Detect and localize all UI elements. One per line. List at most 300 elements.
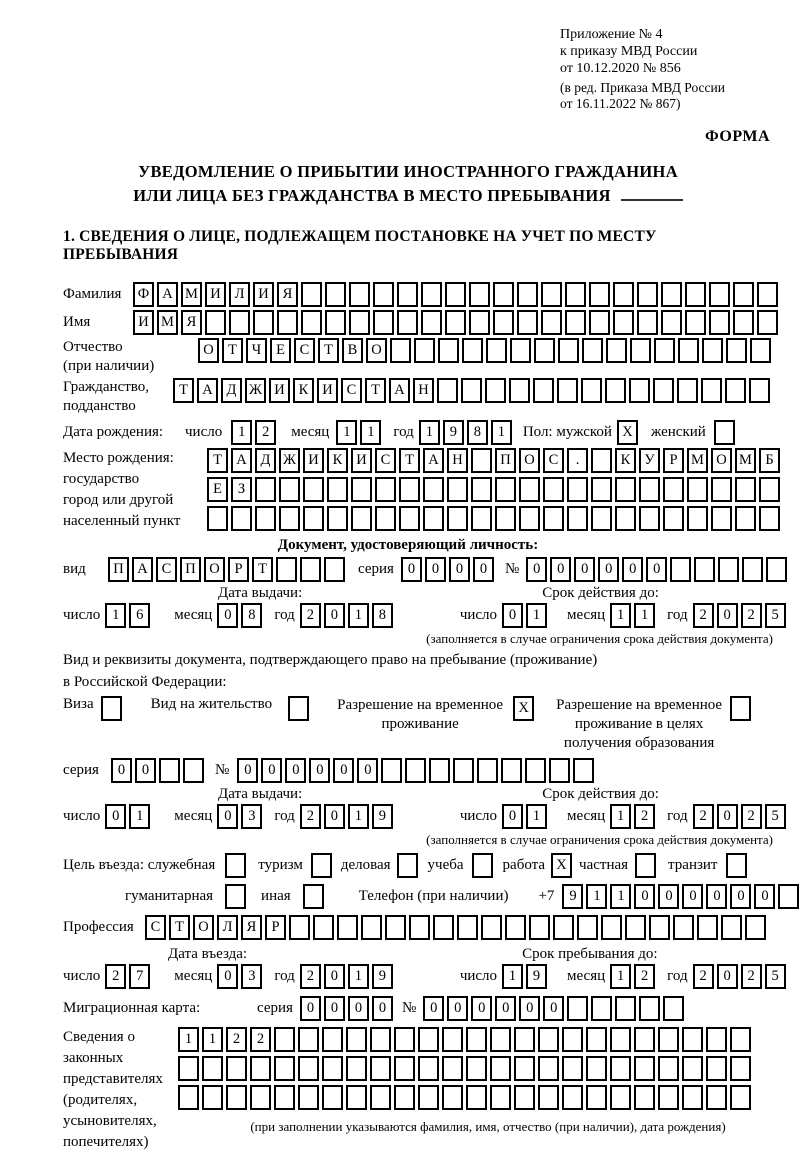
form-cell-empty xyxy=(711,477,732,502)
form-cell-empty xyxy=(279,477,300,502)
form-cell-filled: 9 xyxy=(443,420,464,445)
form-cell-filled: 1 xyxy=(502,964,523,989)
form-cell-empty xyxy=(549,758,570,783)
form-cell-empty xyxy=(589,282,610,307)
form-cell-filled: 6 xyxy=(129,603,150,628)
form-cell-empty xyxy=(375,506,396,531)
form-cell-filled: П xyxy=(495,448,516,473)
form-cell-empty xyxy=(226,1056,247,1081)
form-cell-filled: Т xyxy=(318,338,339,363)
doc-series-label: серия xyxy=(358,561,394,577)
temp-permit-edu-item xyxy=(555,696,754,753)
representatives-label-line5: усыновителях, xyxy=(63,1113,157,1129)
doc-valid-date-group xyxy=(460,603,798,628)
form-cell-filled: 8 xyxy=(372,603,393,628)
form-cell-empty xyxy=(438,338,459,363)
form-cell-filled: Ж xyxy=(245,378,266,403)
form-cell-empty xyxy=(205,310,226,335)
form-cell-empty xyxy=(505,915,526,940)
form-cell-filled: С xyxy=(145,915,166,940)
form-cell-empty xyxy=(742,557,763,582)
birthplace-label-line2: государство xyxy=(63,471,140,487)
form-cell-filled: И xyxy=(317,378,338,403)
name-row xyxy=(63,310,772,335)
form-cell-filled: А xyxy=(132,557,153,582)
form-cell-empty xyxy=(423,506,444,531)
representatives-cell-rows xyxy=(178,1027,768,1134)
form-cell-empty xyxy=(300,557,321,582)
entry-month-cells xyxy=(217,964,265,989)
patronymic-cells xyxy=(198,338,774,363)
form-cell-empty xyxy=(661,282,682,307)
permit-issue-month-cells xyxy=(217,804,265,829)
month-label: месяц xyxy=(174,607,213,623)
form-cell-filled: 1 xyxy=(610,884,631,909)
form-cell-empty xyxy=(601,915,622,940)
form-cell-filled: 9 xyxy=(526,964,547,989)
form-cell-empty xyxy=(702,338,723,363)
form-cell-filled: 2 xyxy=(634,964,655,989)
form-cell-filled: 7 xyxy=(129,964,150,989)
form-cell-empty xyxy=(634,1056,655,1081)
form-cell-empty xyxy=(517,310,538,335)
form-cell-empty xyxy=(418,1056,439,1081)
form-cell-filled: М xyxy=(735,448,756,473)
form-cell-empty xyxy=(493,310,514,335)
doc-valid-year-cells xyxy=(693,603,789,628)
doc-issue-day-cells xyxy=(105,603,153,628)
form-cell-filled: 1 xyxy=(491,420,512,445)
form-cell-empty xyxy=(303,884,324,909)
form-cell-filled: 1 xyxy=(336,420,357,445)
form-cell-filled: 0 xyxy=(495,996,516,1021)
birthplace-cell-rows xyxy=(207,448,783,535)
form-cell-empty xyxy=(694,557,715,582)
form-cell-filled: 2 xyxy=(741,964,762,989)
form-cell-empty xyxy=(490,1027,511,1052)
permit-number-cells xyxy=(237,758,597,783)
doc-dates-header xyxy=(63,585,772,602)
form-cell-empty xyxy=(543,477,564,502)
form-cell-empty xyxy=(373,282,394,307)
form-cell-empty xyxy=(721,915,742,940)
doc-kind-row xyxy=(63,557,772,582)
form-cell-empty xyxy=(735,506,756,531)
form-cell-filled: Б xyxy=(759,448,780,473)
form-cell-filled: С xyxy=(375,448,396,473)
representatives-cells-2 xyxy=(178,1056,768,1081)
form-cell-filled: 0 xyxy=(717,804,738,829)
form-cell-filled: 9 xyxy=(372,964,393,989)
form-cell-filled: 0 xyxy=(730,884,751,909)
form-cell-empty xyxy=(385,915,406,940)
form-cell-empty xyxy=(581,378,602,403)
form-cell-filled: 3 xyxy=(241,804,262,829)
form-cell-empty xyxy=(423,477,444,502)
purpose-business-checkbox xyxy=(397,853,421,878)
form-cell-filled: 1 xyxy=(526,603,547,628)
form-cell-empty xyxy=(745,915,766,940)
form-cell-empty xyxy=(615,506,636,531)
form-cell-filled: 1 xyxy=(360,420,381,445)
profession-label: Профессия xyxy=(63,919,134,935)
form-cell-empty xyxy=(370,1085,391,1110)
form-cell-empty xyxy=(514,1085,535,1110)
form-cell-empty xyxy=(183,758,204,783)
form-cell-filled: Р xyxy=(663,448,684,473)
form-cell-empty xyxy=(250,1085,271,1110)
stay-until-label: Срок пребывания до: xyxy=(522,946,658,962)
permit-series-cells xyxy=(111,758,207,783)
form-cell-empty xyxy=(730,696,751,721)
form-cell-filled: У xyxy=(639,448,660,473)
form-cell-filled: 0 xyxy=(634,884,655,909)
form-cell-empty xyxy=(687,506,708,531)
form-cell-filled: 8 xyxy=(241,603,262,628)
form-cell-filled: 1 xyxy=(105,603,126,628)
form-cell-empty xyxy=(649,915,670,940)
form-cell-filled: В xyxy=(342,338,363,363)
form-cell-filled: О xyxy=(519,448,540,473)
form-cell-empty xyxy=(447,506,468,531)
permit-limited-note: (заполняется в случае ограничения срока действия документа) xyxy=(426,832,773,847)
form-cell-filled: 0 xyxy=(324,964,345,989)
form-cell-filled: Ч xyxy=(246,338,267,363)
residence-permit-item xyxy=(151,696,312,721)
business-label: деловая xyxy=(340,857,391,873)
name-cells xyxy=(133,310,781,335)
form-cell-filled: И xyxy=(253,282,274,307)
mig-number-cells xyxy=(423,996,687,1021)
stay-month-cells xyxy=(610,964,658,989)
patronymic-row xyxy=(63,338,772,376)
form-cell-empty xyxy=(639,477,660,502)
entry-date-label: Дата въезда: xyxy=(168,946,248,962)
form-cell-empty xyxy=(471,477,492,502)
temp-permit-item xyxy=(334,696,537,734)
form-cell-filled: 2 xyxy=(300,804,321,829)
entry-year-cells xyxy=(300,964,396,989)
form-cell-empty xyxy=(730,1027,751,1052)
form-cell-empty xyxy=(255,506,276,531)
purpose-label: Цель въезда: служебная xyxy=(63,857,216,873)
form-cell-empty xyxy=(678,338,699,363)
form-cell-empty xyxy=(634,1027,655,1052)
permit-number-label: № xyxy=(215,762,230,778)
form-cell-empty xyxy=(394,1056,415,1081)
form-cell-filled: Д xyxy=(255,448,276,473)
representatives-note: (при заполнении указываются фамилия, имя, отчество (при наличии), дата рождения) xyxy=(250,1119,726,1134)
form-cell-empty xyxy=(486,338,507,363)
form-cell-empty xyxy=(610,1027,631,1052)
form-cell-filled: 0 xyxy=(261,758,282,783)
form-cell-filled: 2 xyxy=(255,420,276,445)
form-cell-empty xyxy=(687,477,708,502)
month-label: месяц xyxy=(567,808,606,824)
month-label: месяц xyxy=(174,968,213,984)
form-cell-filled: 1 xyxy=(610,964,631,989)
form-cell-filled: 2 xyxy=(741,603,762,628)
form-cell-filled: А xyxy=(197,378,218,403)
form-cell-filled: 0 xyxy=(372,996,393,1021)
form-cell-empty xyxy=(726,853,747,878)
form-cell-filled: 0 xyxy=(285,758,306,783)
form-cell-empty xyxy=(276,557,297,582)
form-cell-filled: Д xyxy=(221,378,242,403)
form-cell-filled: Т xyxy=(169,915,190,940)
form-cell-empty xyxy=(481,915,502,940)
form-cell-empty xyxy=(207,506,228,531)
form-cell-empty xyxy=(610,1085,631,1110)
purpose-row-2 xyxy=(63,884,772,909)
form-cell-filled: Я xyxy=(181,310,202,335)
form-cell-empty xyxy=(495,506,516,531)
form-cell-empty xyxy=(565,310,586,335)
form-cell-empty xyxy=(529,915,550,940)
representatives-label-line4: (родителях, xyxy=(63,1092,138,1108)
representatives-cells-1 xyxy=(178,1027,768,1052)
form-cell-filled: X xyxy=(513,696,534,721)
form-cell-empty xyxy=(414,338,435,363)
form-cell-filled: И xyxy=(269,378,290,403)
other-label: иная xyxy=(261,888,291,904)
form-cell-empty xyxy=(370,1027,391,1052)
form-cell-filled: 0 xyxy=(105,804,126,829)
permit-series-row xyxy=(63,758,772,783)
form-cell-empty xyxy=(442,1056,463,1081)
form-cell-filled: 0 xyxy=(217,804,238,829)
form-cell-empty xyxy=(418,1085,439,1110)
form-cell-empty xyxy=(750,338,771,363)
form-cell-filled: И xyxy=(133,310,154,335)
birth-month-cells xyxy=(336,420,384,445)
form-cell-empty xyxy=(437,378,458,403)
form-cell-empty xyxy=(726,338,747,363)
form-cell-filled: Я xyxy=(277,282,298,307)
entry-day-cells xyxy=(105,964,153,989)
form-cell-empty xyxy=(610,1056,631,1081)
form-cell-empty xyxy=(322,1085,343,1110)
form-cell-empty xyxy=(682,1056,703,1081)
form-cell-empty xyxy=(606,338,627,363)
form-cell-empty xyxy=(543,506,564,531)
form-cell-empty xyxy=(433,915,454,940)
form-cell-empty xyxy=(591,996,612,1021)
doc-number-label: № xyxy=(504,561,520,577)
form-cell-empty xyxy=(635,853,656,878)
form-cell-empty xyxy=(361,915,382,940)
form-cell-empty xyxy=(447,477,468,502)
citizenship-label-line1: Гражданство, xyxy=(63,379,150,395)
form-cell-filled: 0 xyxy=(717,603,738,628)
form-cell-empty xyxy=(630,338,651,363)
form-cell-empty xyxy=(490,1056,511,1081)
stay-until-group xyxy=(460,964,798,989)
form-cell-filled: 1 xyxy=(231,420,252,445)
form-cell-filled: 1 xyxy=(348,603,369,628)
phone-label: Телефон (при наличии) xyxy=(358,888,509,904)
form-cell-filled: Н xyxy=(447,448,468,473)
form-cell-empty xyxy=(442,1085,463,1110)
form-cell-empty xyxy=(605,378,626,403)
form-cell-filled: М xyxy=(157,310,178,335)
form-cell-empty xyxy=(553,915,574,940)
form-cell-filled: Ф xyxy=(133,282,154,307)
form-cell-filled: 2 xyxy=(226,1027,247,1052)
form-cell-empty xyxy=(766,557,787,582)
form-cell-empty xyxy=(471,448,492,473)
form-cell-empty xyxy=(759,506,780,531)
form-cell-empty xyxy=(514,1056,535,1081)
form-cell-empty xyxy=(469,282,490,307)
representatives-label-line3: представителях xyxy=(63,1071,163,1087)
year-label: год xyxy=(667,808,688,824)
form-cell-empty xyxy=(322,1056,343,1081)
form-cell-filled: К xyxy=(327,448,348,473)
form-cell-empty xyxy=(629,378,650,403)
doc-valid-day-cells xyxy=(502,603,550,628)
day-label: число xyxy=(459,808,498,824)
form-cell-empty xyxy=(701,378,722,403)
form-cell-filled: З xyxy=(231,477,252,502)
permit-valid-year-cells xyxy=(693,804,789,829)
form-cell-filled: 0 xyxy=(425,557,446,582)
form-cell-filled: 2 xyxy=(634,804,655,829)
form-cell-empty xyxy=(557,378,578,403)
form-cell-empty xyxy=(298,1056,319,1081)
form-cell-empty xyxy=(301,310,322,335)
form-cell-filled: 1 xyxy=(586,884,607,909)
form-cell-empty xyxy=(711,506,732,531)
form-cell-empty xyxy=(637,282,658,307)
permit-valid-day-cells xyxy=(502,804,550,829)
form-cell-empty xyxy=(303,506,324,531)
permit-issue-date-label: Дата выдачи: xyxy=(218,786,303,802)
form-cell-empty xyxy=(663,506,684,531)
form-cell-empty xyxy=(654,338,675,363)
purpose-private-checkbox xyxy=(635,853,659,878)
form-cell-filled: 0 xyxy=(217,603,238,628)
form-cell-empty xyxy=(394,1085,415,1110)
form-cell-filled: А xyxy=(157,282,178,307)
form-cell-empty xyxy=(159,758,180,783)
form-cell-empty xyxy=(337,915,358,940)
citizenship-cells xyxy=(173,378,773,403)
form-cell-empty xyxy=(663,996,684,1021)
form-cell-filled: X xyxy=(617,420,638,445)
form-cell-empty xyxy=(591,448,612,473)
form-cell-empty xyxy=(303,477,324,502)
humanitarian-label: гуманитарная xyxy=(125,888,214,904)
form-cell-filled: 0 xyxy=(574,557,595,582)
form-cell-filled: 0 xyxy=(646,557,667,582)
form-cell-filled: 1 xyxy=(348,804,369,829)
form-cell-empty xyxy=(229,310,250,335)
form-cell-empty xyxy=(733,310,754,335)
regulation-line: к приказу МВД России xyxy=(560,44,698,59)
form-cell-empty xyxy=(471,506,492,531)
form-cell-empty xyxy=(615,477,636,502)
doc-dates-row xyxy=(63,603,779,628)
form-cell-filled: К xyxy=(615,448,636,473)
form-cell-empty xyxy=(445,282,466,307)
form-cell-empty xyxy=(279,506,300,531)
year-label: год xyxy=(667,968,688,984)
form-cell-filled: Л xyxy=(229,282,250,307)
form-cell-empty xyxy=(462,338,483,363)
year-label: год xyxy=(274,607,295,623)
form-cell-filled: С xyxy=(294,338,315,363)
permit-valid-month-cells xyxy=(610,804,658,829)
form-cell-empty xyxy=(373,310,394,335)
form-cell-empty xyxy=(589,310,610,335)
form-cell-filled: 0 xyxy=(217,964,238,989)
form-cell-empty xyxy=(466,1027,487,1052)
form-cell-filled: 0 xyxy=(401,557,422,582)
form-cell-empty xyxy=(682,1085,703,1110)
form-cell-empty xyxy=(514,1027,535,1052)
form-cell-filled: 0 xyxy=(348,996,369,1021)
permit-issue-year-cells xyxy=(300,804,396,829)
representatives-row xyxy=(63,1027,772,1153)
form-cell-empty xyxy=(709,282,730,307)
form-cell-filled: Т xyxy=(173,378,194,403)
residence-permit-label: Вид на жительство xyxy=(150,696,273,712)
form-cell-empty xyxy=(311,853,332,878)
form-label: ФОРМА xyxy=(704,128,770,145)
form-cell-empty xyxy=(565,282,586,307)
visa-checkbox xyxy=(101,696,125,721)
mig-number-label: № xyxy=(401,1000,417,1016)
doc-kind-cells xyxy=(108,557,348,582)
form-cell-empty xyxy=(733,282,754,307)
day-label: число xyxy=(63,607,101,623)
form-cell-empty xyxy=(573,758,594,783)
form-cell-filled: 0 xyxy=(502,603,523,628)
form-cell-empty xyxy=(255,477,276,502)
year-label: год xyxy=(274,808,295,824)
form-cell-filled: 0 xyxy=(598,557,619,582)
month-label: месяц xyxy=(567,968,606,984)
entry-dates-header xyxy=(63,946,772,963)
form-cell-empty xyxy=(298,1085,319,1110)
form-cell-filled: X xyxy=(551,853,572,878)
form-cell-empty xyxy=(495,477,516,502)
form-cell-filled: А xyxy=(389,378,410,403)
form-cell-empty xyxy=(697,915,718,940)
temp-permit-edu-label: Разрешение на временное проживание в целях получения образования xyxy=(556,697,723,751)
representatives-cells-3 xyxy=(178,1085,768,1110)
form-cell-empty xyxy=(709,310,730,335)
form-cell-empty xyxy=(274,1027,295,1052)
form-cell-filled: 0 xyxy=(333,758,354,783)
citizenship-label-line2: подданство xyxy=(63,398,136,414)
purpose-transit-checkbox xyxy=(726,853,750,878)
form-cell-empty xyxy=(477,758,498,783)
stay-year-cells xyxy=(693,964,789,989)
form-cell-filled: 0 xyxy=(622,557,643,582)
purpose-work-checkbox xyxy=(551,853,575,878)
tourism-label: туризм xyxy=(258,857,303,873)
form-cell-empty xyxy=(485,378,506,403)
form-cell-empty xyxy=(538,1056,559,1081)
form-cell-empty xyxy=(226,1085,247,1110)
form-cell-empty xyxy=(682,1027,703,1052)
permit-type-row xyxy=(63,696,772,753)
kind-label: вид xyxy=(63,561,86,577)
form-cell-empty xyxy=(637,310,658,335)
form-cell-empty xyxy=(225,884,246,909)
